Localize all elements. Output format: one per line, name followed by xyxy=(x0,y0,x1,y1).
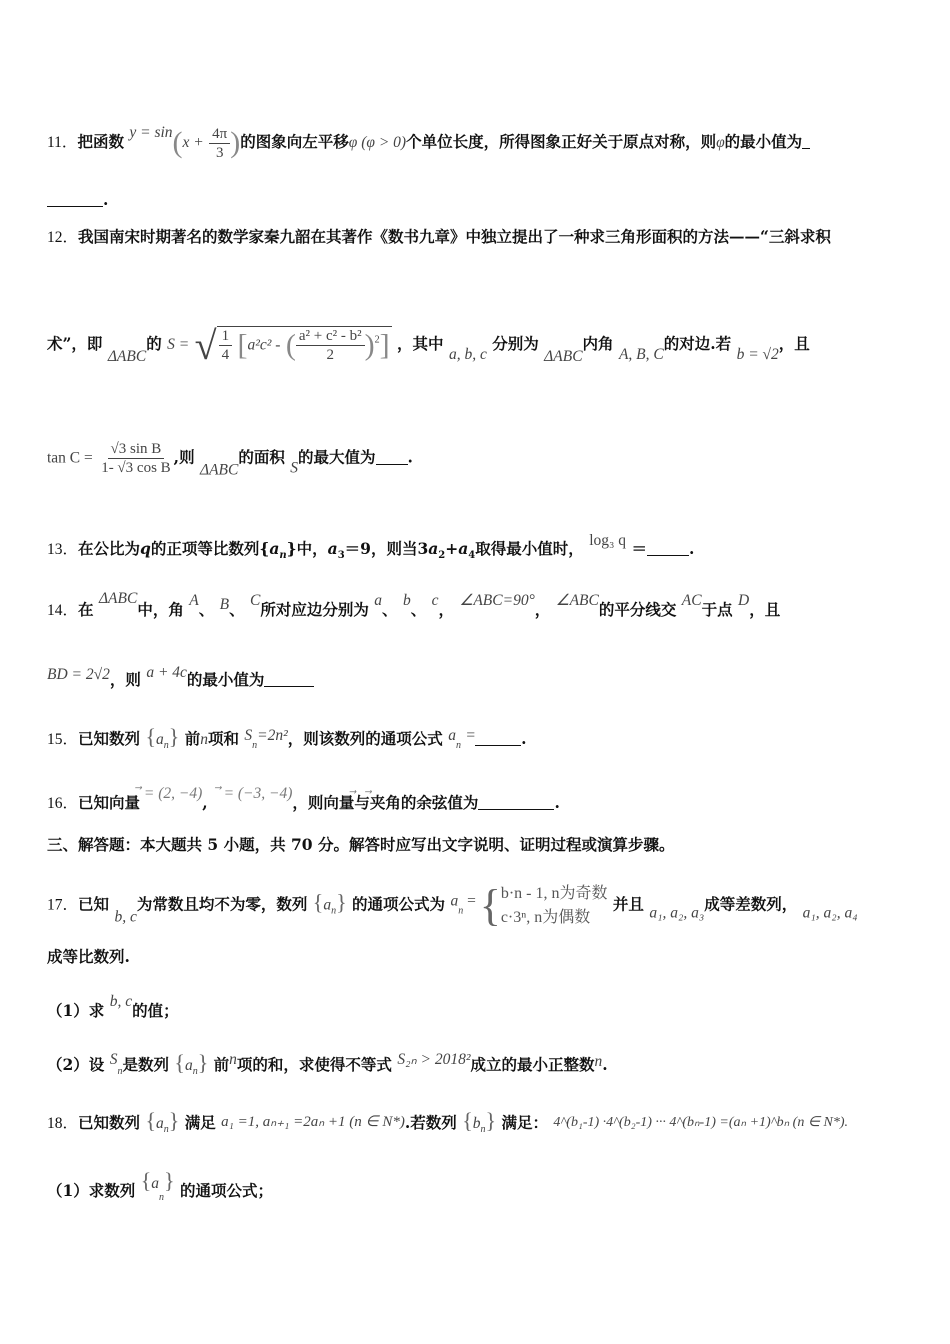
math-expression: y = sin xyxy=(129,124,173,141)
answer-blank xyxy=(47,192,103,207)
question-11: 11．把函数 y = sin(x + $\frac{4\pi}{3}$ )的图象向左平移φ (φ > 0)个单位长度，所得图象正好关于原点对称，则φ的最小值为 xyxy=(47,124,920,162)
answer-blank xyxy=(475,731,521,746)
product-formula: 4^(b₁-1) ·4^(b₂-1) ··· 4^(bₙ-1) =(aₙ +1)^bₙ (n ∈ N*). xyxy=(553,1115,849,1130)
question-12: 12．我国南宋时期著名的数学家秦九韶在其著作《数书九章》中独立提出了一种求三角形面积的方法——“三斜求积 xyxy=(47,227,831,246)
math-expression: φ (φ > 0) xyxy=(348,134,407,151)
question-12-condition-line: tan C = $\frac{\text{√3 sin B}}{\text{1- √3 cos B}}$ ,则 ΔABC的面积 S的最大值为 . xyxy=(47,441,413,479)
question-13: 13．在公比为q的正项等比数列$\{a_n\}$中，$a_3=9$，则当$3a_2+a_4$取得最小值时， log₃ q ＝ . xyxy=(47,532,695,561)
heron-formula: $\frac{1}{4}$ [a²c² - ( $\frac{\text{a² + c² - b²}}{2}$ )$^2$] xyxy=(217,326,392,364)
question-17: 17．已知 b, c为常数且均不为零，数列 $\{a_n\}$ 的通项公式为 $a_n$ = { b·n - 1, n为奇数 c·3ⁿ, n为偶数 并且 a₁, a₂, a₃成等差数列， a₁, a₂, a₄ xyxy=(47,881,858,930)
question-number: 14． xyxy=(47,602,79,619)
recurrence-formula: a₁ =1, aₙ₊₁ =2aₙ +1 (n ∈ N*) xyxy=(221,1114,405,1130)
question-number: 16． xyxy=(47,795,79,812)
question-17-part-1: （1）求 b, c的值； xyxy=(47,993,179,1020)
question-17-continued: 成等比数列. xyxy=(47,947,130,966)
answer-blank xyxy=(264,672,314,687)
answer-blank xyxy=(376,450,408,465)
question-18: 18．已知数列 $\{a_n\}$ 满足 a₁ =1, aₙ₊₁ =2aₙ +1 (n ∈ N*).若数列 $\{b_n\}$ 满足： 4^(b₁-1) ·4^(b₂-1) ··· 4^(bₙ-1) =(aₙ +1)^bₙ (n ∈ N*). xyxy=(47,1108,849,1135)
question-number: 11． xyxy=(47,134,78,151)
vector-b: ⃗ = (−3, −4) xyxy=(219,785,293,802)
vector-a: ⃗ = (2, −4) xyxy=(140,785,203,802)
question-number: 17． xyxy=(47,896,79,914)
question-number: 18． xyxy=(47,1115,79,1132)
question-11-continued: . xyxy=(47,190,920,209)
question-12-formula-line: 术”，即 ΔABC的 S = √ $\frac{1}{4}$ [a²c² - ( $\frac{\text{a² + c² - b²}}{2}$ )$^2$] ，其中 a, b, c 分别为 ΔABC内角 A, B, C的对边.若 b = √2，且 xyxy=(47,323,810,368)
piecewise-formula: { b·n - 1, n为奇数 c·3ⁿ, n为偶数 xyxy=(479,881,608,930)
question-18-part-1: （1）求数列 $\{a_n\}$ 的通项公式； xyxy=(47,1168,273,1203)
question-14: 14．在 ΔABC中，角 A、 B、 C所对应边分别为 a、 b、 c， ∠ABC=90°， ∠ABC的平分线交 AC于点 D，且 xyxy=(47,590,781,619)
question-14-continued: BD = 2√2，则 a + 4c的最小值为 xyxy=(47,664,920,690)
section-heading: 三、解答题：本大题共 5 小题，共 70 分。解答时应写出文字说明、证明过程或演算步骤。 xyxy=(47,835,675,854)
question-15: 15．已知数列 $\{a_n\}$ 前n项和 $S_n=2n^2$，则该数列的通项公式 $a_n$ = . xyxy=(47,724,527,751)
question-16: 16．已知向量⃗ = (2, −4), ⃗ = (−3, −4)，则向量与夹角的余弦值为 . xyxy=(47,785,560,812)
answer-blank xyxy=(478,795,554,810)
answer-blank xyxy=(802,134,810,149)
question-number: 12． xyxy=(47,229,79,246)
question-17-part-2: （2）设 $S_n$是数列 $\{a_n\}$ 前n项的和，求使得不等式 S₂ₙ > 2018²成立的最小正整数n. xyxy=(47,1050,608,1077)
fraction: $\frac{\text{√3 sin B}}{\text{1- √3 cos B}}$ xyxy=(101,441,171,476)
question-number: 15． xyxy=(47,731,79,748)
fraction: $\frac{4\pi}{3}$ xyxy=(209,125,230,162)
answer-blank xyxy=(647,541,689,556)
question-number: 13． xyxy=(47,541,79,558)
